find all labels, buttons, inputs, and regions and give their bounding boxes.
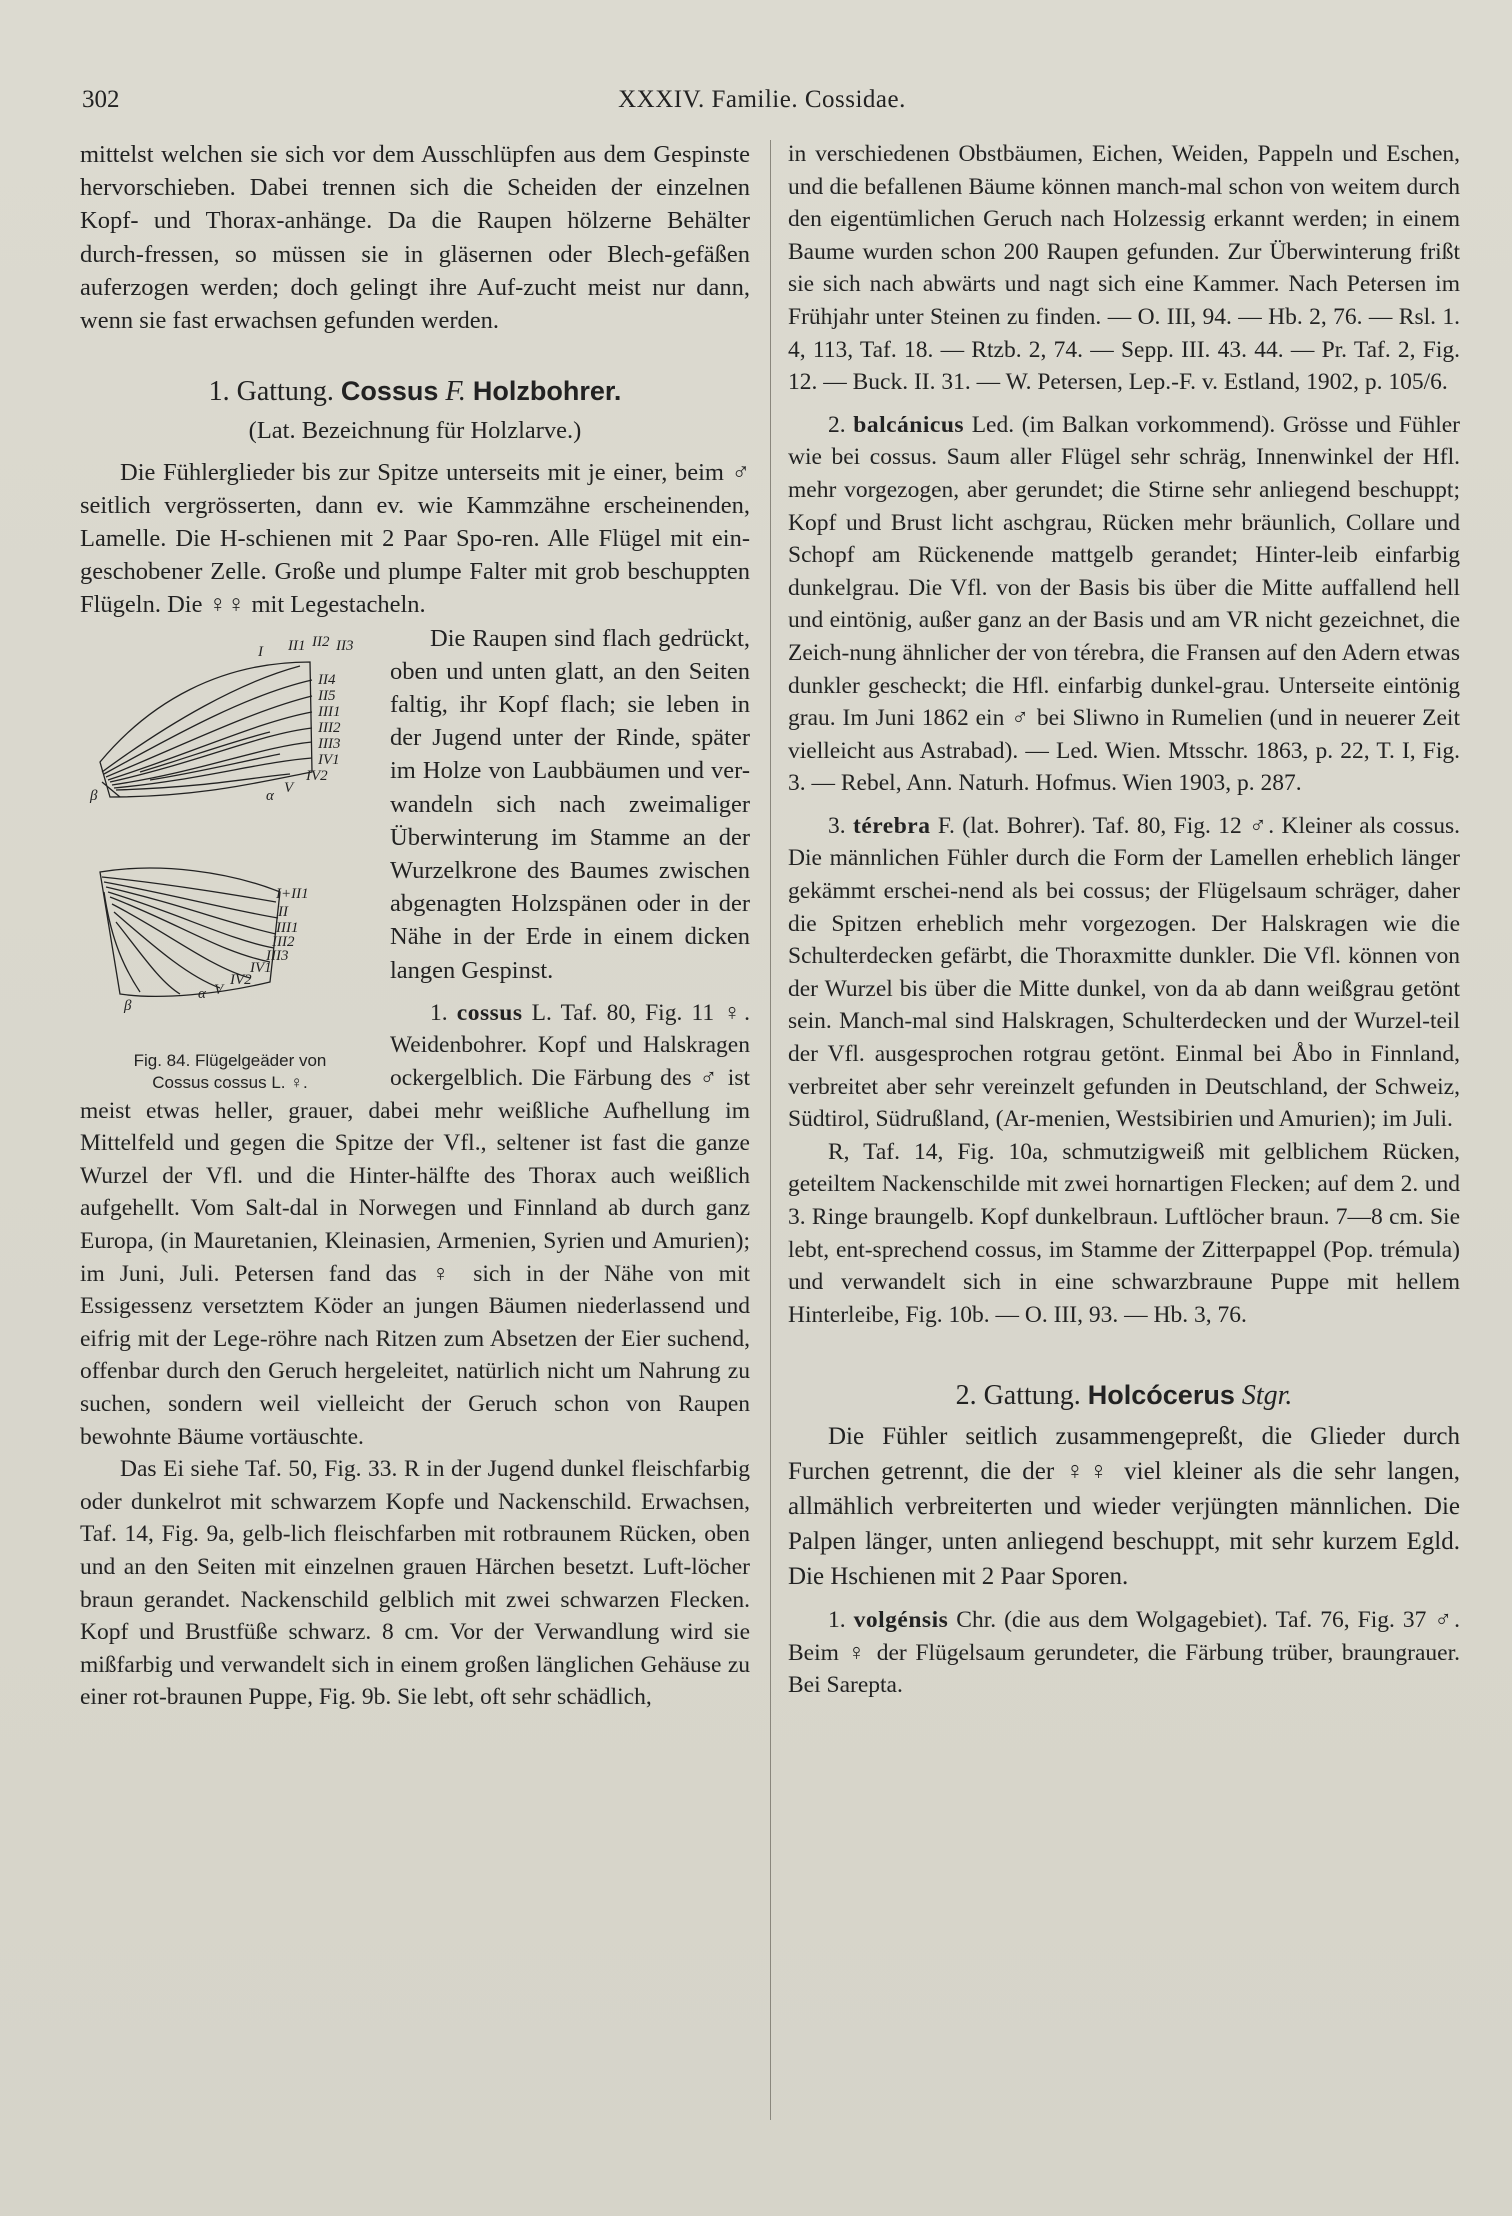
genus-name: Cossus <box>340 376 439 407</box>
figure-caption-line: Cossus cossus L. ♀. <box>152 1072 308 1092</box>
left-column <box>80 138 750 1714</box>
paragraph: R, Taf. 14, Fig. 10a, schmutzigweiß mit gelblichem Rücken, geteiltem Nackenschilde mit zwei hornartigen Flecken; auf dem 2. und 3. Ringe braungelb. Kopf dunkelbraun. Luftlöcher braun. 7—8 cm. Sie lebt, ent-sprechend cossus, im Stamme der Zitterpappel (Pop. trémula) und verwandelt sich in eine schwarzbraune Puppe mit hellem Hinterleibe, Fig. 10b. — O. III, 93. — Hb. 3, 76. <box>788 1138 1460 1328</box>
genus-heading <box>80 375 750 408</box>
genus-prefix: 1. Gattung. <box>208 376 334 408</box>
species-number: 1. <box>430 999 448 1026</box>
species-number: 1. <box>828 1606 846 1633</box>
species-number: 3. <box>828 812 846 839</box>
genus-author: Stgr. <box>1241 1380 1293 1412</box>
species-entry <box>788 810 1460 1136</box>
species-name: térebra <box>853 812 931 839</box>
genus-etymology: (Lat. Bezeichnung für Holzlarve.) <box>248 417 582 445</box>
species-entry <box>788 409 1460 800</box>
vein-label: III3 <box>318 735 341 752</box>
genus-name: Holcócerus <box>1087 1380 1235 1411</box>
vein-label: II <box>278 903 288 920</box>
right-column <box>788 138 1460 1702</box>
species-description: Chr. (die aus dem Wolgagebiet). Taf. 76, Fig. 37 ♂. Beim ♀ der Flügelsaum gerundeter, die Färbung trüber, braungrauer. Bei Sarepta. <box>788 1606 1461 1699</box>
vein-label: I+II1 <box>276 885 309 902</box>
wing-venation-drawing <box>80 622 380 1052</box>
genus-common-name: Holzbohrer. <box>472 376 622 407</box>
figure-caption-line: Fig. 84. Flügelgeäder von <box>133 1050 327 1070</box>
vein-label: I <box>258 643 263 660</box>
running-title: XXXIV. Familie. Cossidae. <box>618 86 906 113</box>
page-header <box>82 86 1442 126</box>
vein-label: IV1 <box>250 959 272 976</box>
species-number: 2. <box>828 411 846 438</box>
vein-label: II3 <box>336 637 354 654</box>
vein-label: III3 <box>266 947 289 964</box>
vein-label: III2 <box>318 719 341 736</box>
paragraph: Die Fühlerglieder bis zur Spitze unterseits mit je einer, beim ♂ seitlich vergrösserten, dann ev. wie Kammzähne erscheinenden, Lamelle. Die H-schienen mit 2 Paar Spo-ren. Alle Flügel mit ein-geschobener Zelle. Große und plumpe Falter mit grob beschuppten Flügeln. Die ♀♀ mit Legestacheln. <box>80 458 750 619</box>
genus-prefix: 2. Gattung. <box>955 1380 1081 1412</box>
vein-label: III1 <box>276 919 299 936</box>
paragraph: Die Raupen sind flach gedrückt, oben und unten glatt, an den Seiten faltig, ihr Kopf flach; sie leben in der Jugend unter der Rinde, später im Holze von Laubbäumen und ver-wandeln sich nach zweimaliger Überwinterung im Stamme an der Wurzelkrone des Baumes zwischen abgenagten Holzspänen oder in der Nähe in der Erde in einem dicken langen Gespinst. <box>390 624 750 984</box>
vein-label: α <box>266 787 274 804</box>
page-number: 302 <box>82 86 120 113</box>
paragraph: mittelst welchen sie sich vor dem Ausschlüpfen aus dem Gespinste hervorschieben. Dabei trennen sich die Scheiden der einzelnen Kopf- und Thorax-anhänge. Da die Raupen hölzerne Behälter durch-fressen, so müssen sie in gläsernen oder Blech-gefäßen auferzogen werden; doch gelingt ihre Auf-zucht meist nur dann, wenn sie fast erwachsen gefunden werden. <box>80 141 750 335</box>
vein-label: II1 <box>288 637 306 654</box>
figure-caption <box>80 1050 380 1094</box>
vein-label: α <box>198 985 206 1002</box>
vein-label: II5 <box>318 687 336 704</box>
species-entry <box>788 1604 1460 1702</box>
species-name: balcánicus <box>853 411 965 438</box>
species-name: cossus <box>456 999 523 1026</box>
vein-label: V <box>284 779 294 796</box>
species-name: volgénsis <box>853 1606 949 1633</box>
vein-label: V <box>214 981 224 998</box>
genus-heading <box>788 1379 1460 1413</box>
genus-author: F. <box>445 376 466 408</box>
wing-venation-figure <box>80 622 380 1094</box>
paragraph: in verschiedenen Obstbäumen, Eichen, Weiden, Pappeln und Eschen, und die befallenen Bäume können manch-mal schon von weitem durch den eigentümlichen Geruch nach Holzessig erkannt werden; in einem Baume wurden schon 200 Raupen gefunden. Zur Überwinterung frißt sie sich nach abwärts und nagt sich eine Kammer. Nach Petersen im Frühjahr unter Steinen zu finden. — O. III, 94. — Hb. 2, 76. — Rsl. 1. 4, 113, Taf. 18. — Rtzb. 2, 74. — Sepp. III. 43. 44. — Pr. Taf. 2, Fig. 12. — Buck. II. 31. — W. Petersen, Lep.-F. v. Estland, 1902, p. 105/6. <box>788 141 1460 396</box>
species-description: L. Taf. 80, Fig. 11 ♀. Weidenbohrer. Kopf und Halskragen ockergelblich. Die Färbung des ♂ ist meist etwas heller, grauer, dabei mehr weißliche Aufhellung im Mittelfeld und gegen die Spitze der Vfl., seltener ist fast die ganze Wurzel der Vfl. und die Hinter-hälfte des Thorax auch weißlich aufgehellt. Vom Salt-dal in Norwegen und Finnland ab durch ganz Europa, (in Mauretanien, Kleinasien, Armenien, Syrien und Amurien); im Juni, Juli. Petersen fand das ♀ sich in der Nähe von mit Essigessenz versetztem Köder an jungen Bäumen niederlassend und eifrig mit der Lege-röhre nach Ritzen zum Absetzen der Eier suchend, offenbar durch den Geruch hergeleitet, natürlich nicht um Nahrung zu suchen, sondern weil vielleicht der Geruch schon von Raupen bewohnte Bäume vortäuschte. <box>80 999 751 1450</box>
vein-label: β <box>90 787 98 804</box>
column-divider <box>770 140 771 2120</box>
vein-label: IV1 <box>318 751 340 768</box>
vein-label: III2 <box>272 933 295 950</box>
vein-label: II4 <box>318 671 336 688</box>
vein-label: II2 <box>312 633 330 650</box>
species-description: Led. (im Balkan vorkommend). Grösse und Fühler wie bei cossus. Saum aller Flügel sehr schräg, Innenwinkel der Hfl. mehr vorgezogen, aber gerundet; die Stirne sehr anliegend beschuppt; Kopf und Brust licht aschgrau, Rücken mehr bräunlich, Collare und Schopf am Rückenende mattgelb gerandet; Hinter-leib einfarbig dunkelgrau. Die Vfl. von der Basis bis über die Mitte auffallend hell und eintönig, außer ganz an der Basis und am VR nicht gezeichnet, die Zeich-nung ähnlicher der von térebra, die Fransen auf den Adern etwas dunkler gescheckt; die Hfl. einfarbig dunkel-grau. Unterseite eintönig grau. Im Juni 1862 ein ♂ bei Sliwno in Rumelien (und in neuerer Zeit vielleicht aus Astrabad). — Led. Wien. Mtsschr. 1863, p. 22, T. I, Fig. 3. — Rebel, Ann. Naturh. Hofmus. Wien 1903, p. 287. <box>788 411 1461 797</box>
vein-label: IV2 <box>306 767 328 784</box>
paragraph: Das Ei siehe Taf. 50, Fig. 33. R in der Jugend dunkel fleischfarbig oder dunkelrot mit schwarzem Kopfe und Nackenschild. Erwachsen, Taf. 14, Fig. 9a, gelb-lich fleischfarben mit rotbraunem Rücken, oben und an den Seiten mit einzelnen grauen Härchen besetzt. Luft-löcher braun gerandet. Nackenschild gelblich mit zwei schwarzen Flecken. Kopf und Brustfüße schwarz. 8 cm. Vor der Verwandlung wird sie mißfarbig und verwandelt sich in einem großen länglichen Gehäuse zu einer rot-braunen Puppe, Fig. 9b. Sie lebt, oft sehr schädlich, <box>80 1456 750 1711</box>
vein-label: III1 <box>318 703 341 720</box>
paragraph: Die Fühler seitlich zusammengepreßt, die Glieder durch Furchen getrennt, die der ♀♀ viel kleiner als die sehr langen, allmählich verbreiterten und wieder verjüngten männlichen. Die Palpen länger, unten anliegend beschuppt, mit sehr kurzem Egld. Die Hschienen mit 2 Paar Sporen. <box>788 1422 1460 1590</box>
vein-label: IV2 <box>230 971 252 988</box>
vein-label: β <box>124 997 132 1014</box>
species-description: F. (lat. Bohrer). Taf. 80, Fig. 12 ♂. Kleiner als cossus. Die männlichen Fühler durch die Form der Lamellen erheblich länger gekämmt erschei-nend als bei cossus; der Flügelsaum schräger, daher die Spitzen erheblich mehr vorgezogen. Der Halskragen wie die Schulterdecken gefärbt, die Thoraxmitte dunkler. Die Vfl. können von der Wurzel bis über die Mitte dunkel, von da ab dann weißgrau getönt sein. Manch-mal sind Halskragen, Schulterdecken und der Wurzel-teil der Vfl. ausgesprochen rotgrau getönt. Einmal bei Åbo in Finnland, verbreitet aber sehr vereinzelt gefunden in Deutschland, der Schweiz, Südtirol, Südrußland, (Ar-menien, Westsibirien und Amurien); im Juli. <box>788 812 1461 1133</box>
